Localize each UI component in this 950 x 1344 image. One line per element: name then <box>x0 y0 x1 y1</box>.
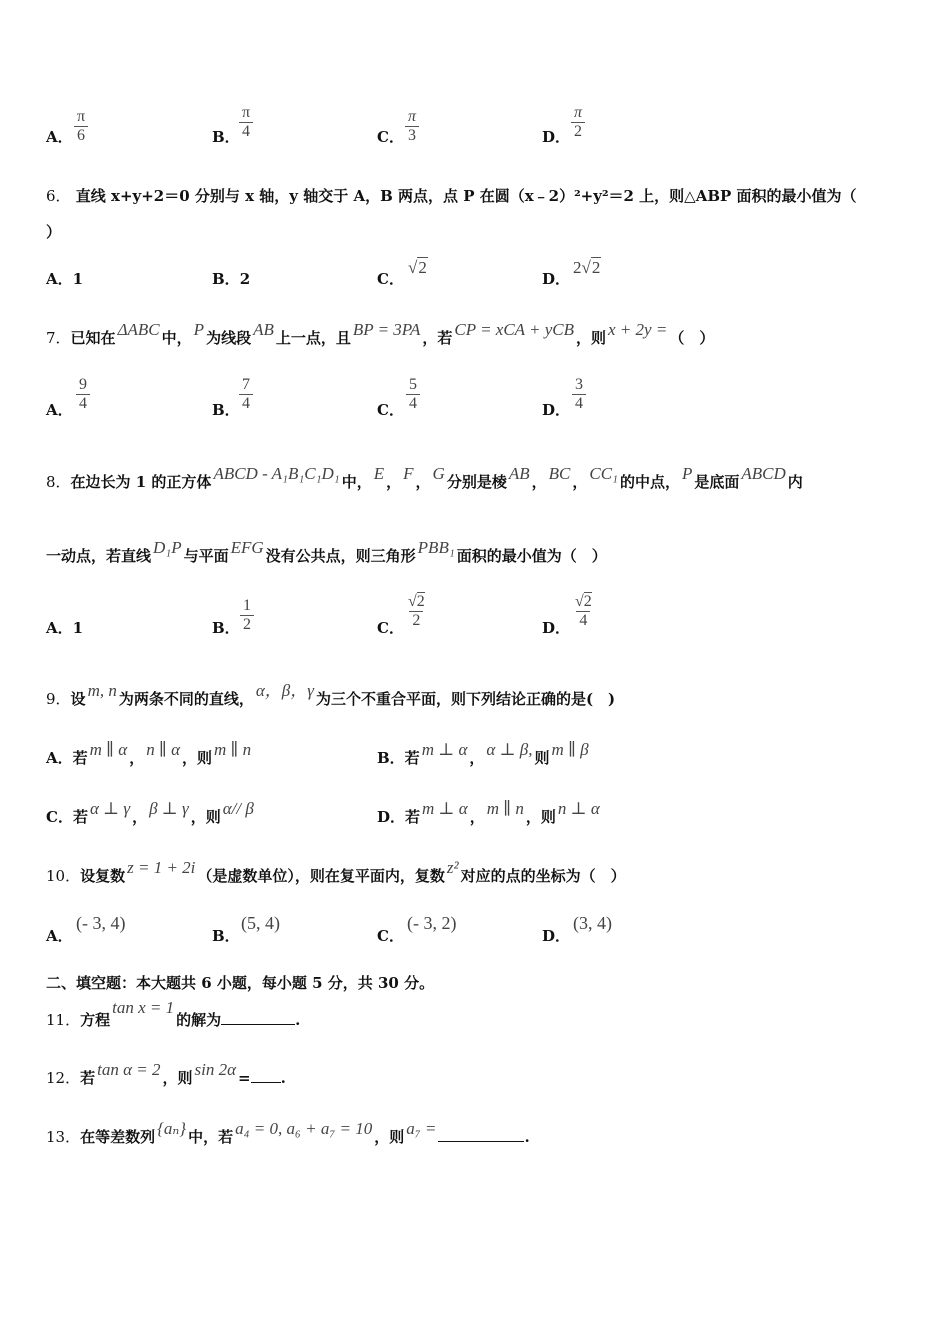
text: 与平面 <box>183 547 229 565</box>
denominator: 4 <box>576 611 590 630</box>
q13-stem <box>46 1119 530 1147</box>
q7-option-c <box>377 400 404 420</box>
math: n ∥ α <box>146 740 180 759</box>
denominator: 4 <box>239 394 253 413</box>
math: m ∥ β <box>551 740 589 759</box>
text: 没有公共点，则三角形 <box>265 547 416 565</box>
q6-stem-line1 <box>46 186 857 206</box>
option-label: D． <box>542 401 571 419</box>
math: BP = 3PA <box>352 320 421 339</box>
q10-option-a-value: (- 3, 4) <box>76 913 126 933</box>
option-label: A． <box>46 401 73 419</box>
question-number: 13． <box>46 1128 81 1146</box>
text: ， <box>469 749 485 767</box>
text: 为三个不重合平面，则下列结论正确的是( ) <box>315 690 616 708</box>
q7-option-a <box>46 400 73 420</box>
denominator: 4 <box>572 394 586 413</box>
math: sin 2α <box>194 1060 237 1079</box>
text: ， <box>132 808 148 826</box>
text: ， <box>415 473 431 491</box>
text: ，则 <box>182 749 213 767</box>
q7-option-a-fraction <box>76 376 90 413</box>
option-label: C．若 <box>46 808 88 826</box>
option-value: 1 <box>72 270 84 288</box>
text: 的中点， <box>619 473 680 491</box>
question-number: 9． <box>46 690 71 708</box>
question-number: 11． <box>46 1011 81 1029</box>
text: 一动点，若直线 <box>46 547 152 565</box>
math: z = 1 + 2i <box>127 858 196 877</box>
option-label: B． <box>212 619 240 637</box>
denominator: 4 <box>239 122 253 141</box>
q8-option-c <box>377 618 404 638</box>
q6-option-d <box>542 269 570 289</box>
q6-option-c-sqrt: √2 <box>408 258 427 277</box>
q5-option-b <box>212 127 240 147</box>
q8-option-d <box>542 618 570 638</box>
math: z² <box>446 858 459 877</box>
option-label: C． <box>377 619 404 637</box>
math: BC <box>548 464 571 483</box>
text: 中，若 <box>188 1128 234 1146</box>
numerator: 1 <box>243 597 251 614</box>
question-number: 12． <box>46 1069 81 1087</box>
q5-option-b-fraction <box>239 104 253 141</box>
text: 为线段 <box>206 329 252 347</box>
math: m, n <box>87 681 117 700</box>
text: ，则 <box>525 808 556 826</box>
math: CC₁ <box>589 464 618 483</box>
text: ， <box>531 473 547 491</box>
q10-option-c-value: (- 3, 2) <box>407 913 457 933</box>
option-label: C． <box>377 401 404 419</box>
math: ABCD <box>741 464 786 483</box>
question-number: 8． <box>46 473 71 491</box>
text: ，则 <box>576 329 607 347</box>
q7-option-b <box>212 400 240 420</box>
option-value: 2 <box>239 270 251 288</box>
radicand: 2 <box>418 258 427 277</box>
q5-option-a-fraction <box>74 108 88 145</box>
text: 设 <box>70 690 86 708</box>
q9-option-c <box>46 799 256 827</box>
q11-stem <box>46 998 301 1030</box>
question-number: 7． <box>46 329 71 347</box>
q10-option-b-label <box>212 926 240 946</box>
answer-blank[interactable] <box>438 1127 524 1142</box>
q10-option-c-label <box>377 926 404 946</box>
q8-option-b <box>212 618 240 638</box>
numerator: π <box>241 104 251 121</box>
math: ABCD - A₁B₁C₁D₁ <box>213 464 340 483</box>
math: m ⊥ α <box>421 740 468 759</box>
text: （是虚数单位），则在复平面内，复数 <box>197 867 445 885</box>
math: m ∥ n <box>486 799 524 818</box>
text: 若 <box>80 1069 96 1087</box>
radicand: 2 <box>416 593 425 610</box>
math: P <box>681 464 693 483</box>
option-label: B．若 <box>377 749 420 767</box>
q10-stem <box>46 858 626 886</box>
math: α，β，γ <box>255 681 314 700</box>
q7-option-d-fraction <box>572 376 586 413</box>
text: 在边长为 1 的正方体 <box>70 473 212 491</box>
q8-option-c-fraction: $\frac{√2}{2}$ <box>408 593 425 629</box>
math: G <box>432 464 445 483</box>
denominator: 2 <box>409 611 423 630</box>
option-label: C． <box>377 270 404 288</box>
math: tan x = 1 <box>112 998 175 1017</box>
q9-option-d <box>377 799 602 827</box>
q8-stem-line1 <box>46 464 803 492</box>
q8-option-a <box>46 618 83 638</box>
text: 中， <box>341 473 372 491</box>
q7-option-c-fraction <box>406 376 420 413</box>
denominator: 2 <box>571 122 585 141</box>
option-label: D． <box>542 128 571 146</box>
text: . <box>295 1011 301 1029</box>
math: m ⊥ α <box>422 799 468 818</box>
math: β ⊥ γ <box>149 799 189 818</box>
q9-stem <box>46 681 616 709</box>
math: EFG <box>230 538 264 557</box>
option-label: C． <box>377 128 404 146</box>
option-value: 1 <box>72 619 84 637</box>
option-label: D． <box>542 619 571 637</box>
text: 设复数 <box>80 867 126 885</box>
option-label: D． <box>542 927 571 945</box>
numerator: π <box>573 104 582 121</box>
q7-option-d <box>542 400 570 420</box>
option-label: A． <box>46 270 73 288</box>
q7-stem <box>46 320 715 348</box>
option-label: A． <box>46 619 73 637</box>
radicand: 2 <box>591 258 601 277</box>
coefficient: 2 <box>573 258 582 277</box>
text: . <box>280 1069 286 1087</box>
numerator: 5 <box>409 376 417 393</box>
q7-option-b-fraction <box>239 376 253 413</box>
math: AB <box>253 320 274 339</box>
option-label: B． <box>212 927 240 945</box>
denominator: 6 <box>74 126 88 145</box>
math: tan α = 2 <box>97 1060 161 1079</box>
q6-option-c <box>377 269 404 289</box>
math: α// β <box>222 799 254 818</box>
math: α ⊥ γ <box>89 799 131 818</box>
numerator: 7 <box>242 376 250 393</box>
math: m ∥ α <box>89 740 128 759</box>
text: 在等差数列 <box>80 1128 156 1146</box>
denominator: 4 <box>406 394 420 413</box>
denominator: 3 <box>405 126 419 145</box>
text: 面积的最小值为（ ） <box>456 547 607 565</box>
question-text: ） <box>46 223 62 241</box>
radicand: 2 <box>583 593 592 610</box>
section-heading: 二、填空题：本大题共 6 小题，每小题 5 分，共 30 分。 <box>46 974 435 992</box>
question-number: 10． <box>46 867 81 885</box>
math: α ⊥ β, <box>486 740 533 759</box>
option-label: A． <box>46 927 73 945</box>
text: ， <box>572 473 588 491</box>
math: E <box>373 464 385 483</box>
text: ，则 <box>374 1128 405 1146</box>
option-label: B． <box>212 401 240 419</box>
q8-stem-line2 <box>46 538 607 566</box>
q8-option-d-fraction: $\frac{√2}{4}$ <box>575 593 592 629</box>
q5-option-d-fraction <box>571 104 585 141</box>
math: ΔABC <box>117 320 160 339</box>
q10-option-d-label <box>542 926 570 946</box>
option-label: A．若 <box>46 749 88 767</box>
q5-option-c <box>377 127 404 147</box>
math: P <box>193 320 205 339</box>
text: ， <box>129 749 145 767</box>
text: 中， <box>161 329 192 347</box>
text: ， <box>386 473 402 491</box>
denominator: 4 <box>76 394 90 413</box>
q8-option-b-fraction <box>240 597 254 634</box>
text: = <box>238 1069 251 1087</box>
text: ，则 <box>190 808 221 826</box>
text: 方程 <box>80 1011 111 1029</box>
text: 已知在 <box>70 329 116 347</box>
text: 是底面 <box>694 473 740 491</box>
option-label: B． <box>212 128 240 146</box>
q6-stem-line2 <box>46 222 61 242</box>
option-label: B． <box>212 270 240 288</box>
q10-option-b-value: (5, 4) <box>241 913 280 933</box>
answer-blank[interactable] <box>251 1068 281 1083</box>
text: 分别是棱 <box>446 473 507 491</box>
numerator: π <box>407 108 416 125</box>
math: PBB₁ <box>417 538 455 557</box>
math: D₁P <box>153 538 182 557</box>
q10-option-a-label <box>46 926 73 946</box>
text: . <box>524 1128 530 1146</box>
q6-option-b <box>212 269 250 289</box>
q10-option-d-value: (3, 4) <box>573 913 612 933</box>
q6-option-d-sqrt: 2√2 <box>573 258 601 277</box>
numerator: π <box>76 108 86 125</box>
math: {aₙ} <box>157 1119 187 1138</box>
q5-option-c-fraction <box>405 108 419 145</box>
text: 则 <box>534 749 550 767</box>
math: F <box>403 464 414 483</box>
text: 为两条不同的直线， <box>118 690 254 708</box>
question-number: 6． <box>46 187 71 205</box>
math: CP = xCA + yCB <box>454 320 574 339</box>
math: m ∥ n <box>214 740 252 759</box>
text: 上一点，且 <box>275 329 351 347</box>
denominator: 2 <box>240 615 254 634</box>
text: 的解为 <box>176 1011 222 1029</box>
math: a₄ = 0, a₆ + a₇ = 10 <box>235 1119 373 1138</box>
text: ， <box>469 808 485 826</box>
answer-blank[interactable] <box>221 1010 295 1025</box>
option-label: D． <box>542 270 571 288</box>
text: 对应的点的坐标为（ ） <box>460 867 626 885</box>
numerator: 9 <box>79 376 87 393</box>
math: x + 2y = <box>608 320 668 339</box>
q12-stem <box>46 1060 286 1088</box>
q9-option-b <box>377 740 591 768</box>
q5-option-d <box>542 127 570 147</box>
text: ，若 <box>422 329 453 347</box>
question-text: 直线 x+y+2＝0 分别与 x 轴，y 轴交于 A，B 两点，点 P 在圆（x﹣2）²+y²＝2 上，则△ABP 面积的最小值为（ <box>75 187 857 205</box>
numerator: 3 <box>575 376 583 393</box>
text: ，则 <box>162 1069 193 1087</box>
math: n ⊥ α <box>557 799 600 818</box>
option-label: C． <box>377 927 404 945</box>
q5-option-a <box>46 127 73 147</box>
text: 内 <box>787 473 803 491</box>
option-label: D．若 <box>377 808 421 826</box>
text: （ ） <box>669 329 715 347</box>
math: AB <box>508 464 530 483</box>
math: a₇ = <box>406 1119 437 1138</box>
option-label: A． <box>46 128 73 146</box>
q9-option-a <box>46 740 253 768</box>
q6-option-a <box>46 269 83 289</box>
